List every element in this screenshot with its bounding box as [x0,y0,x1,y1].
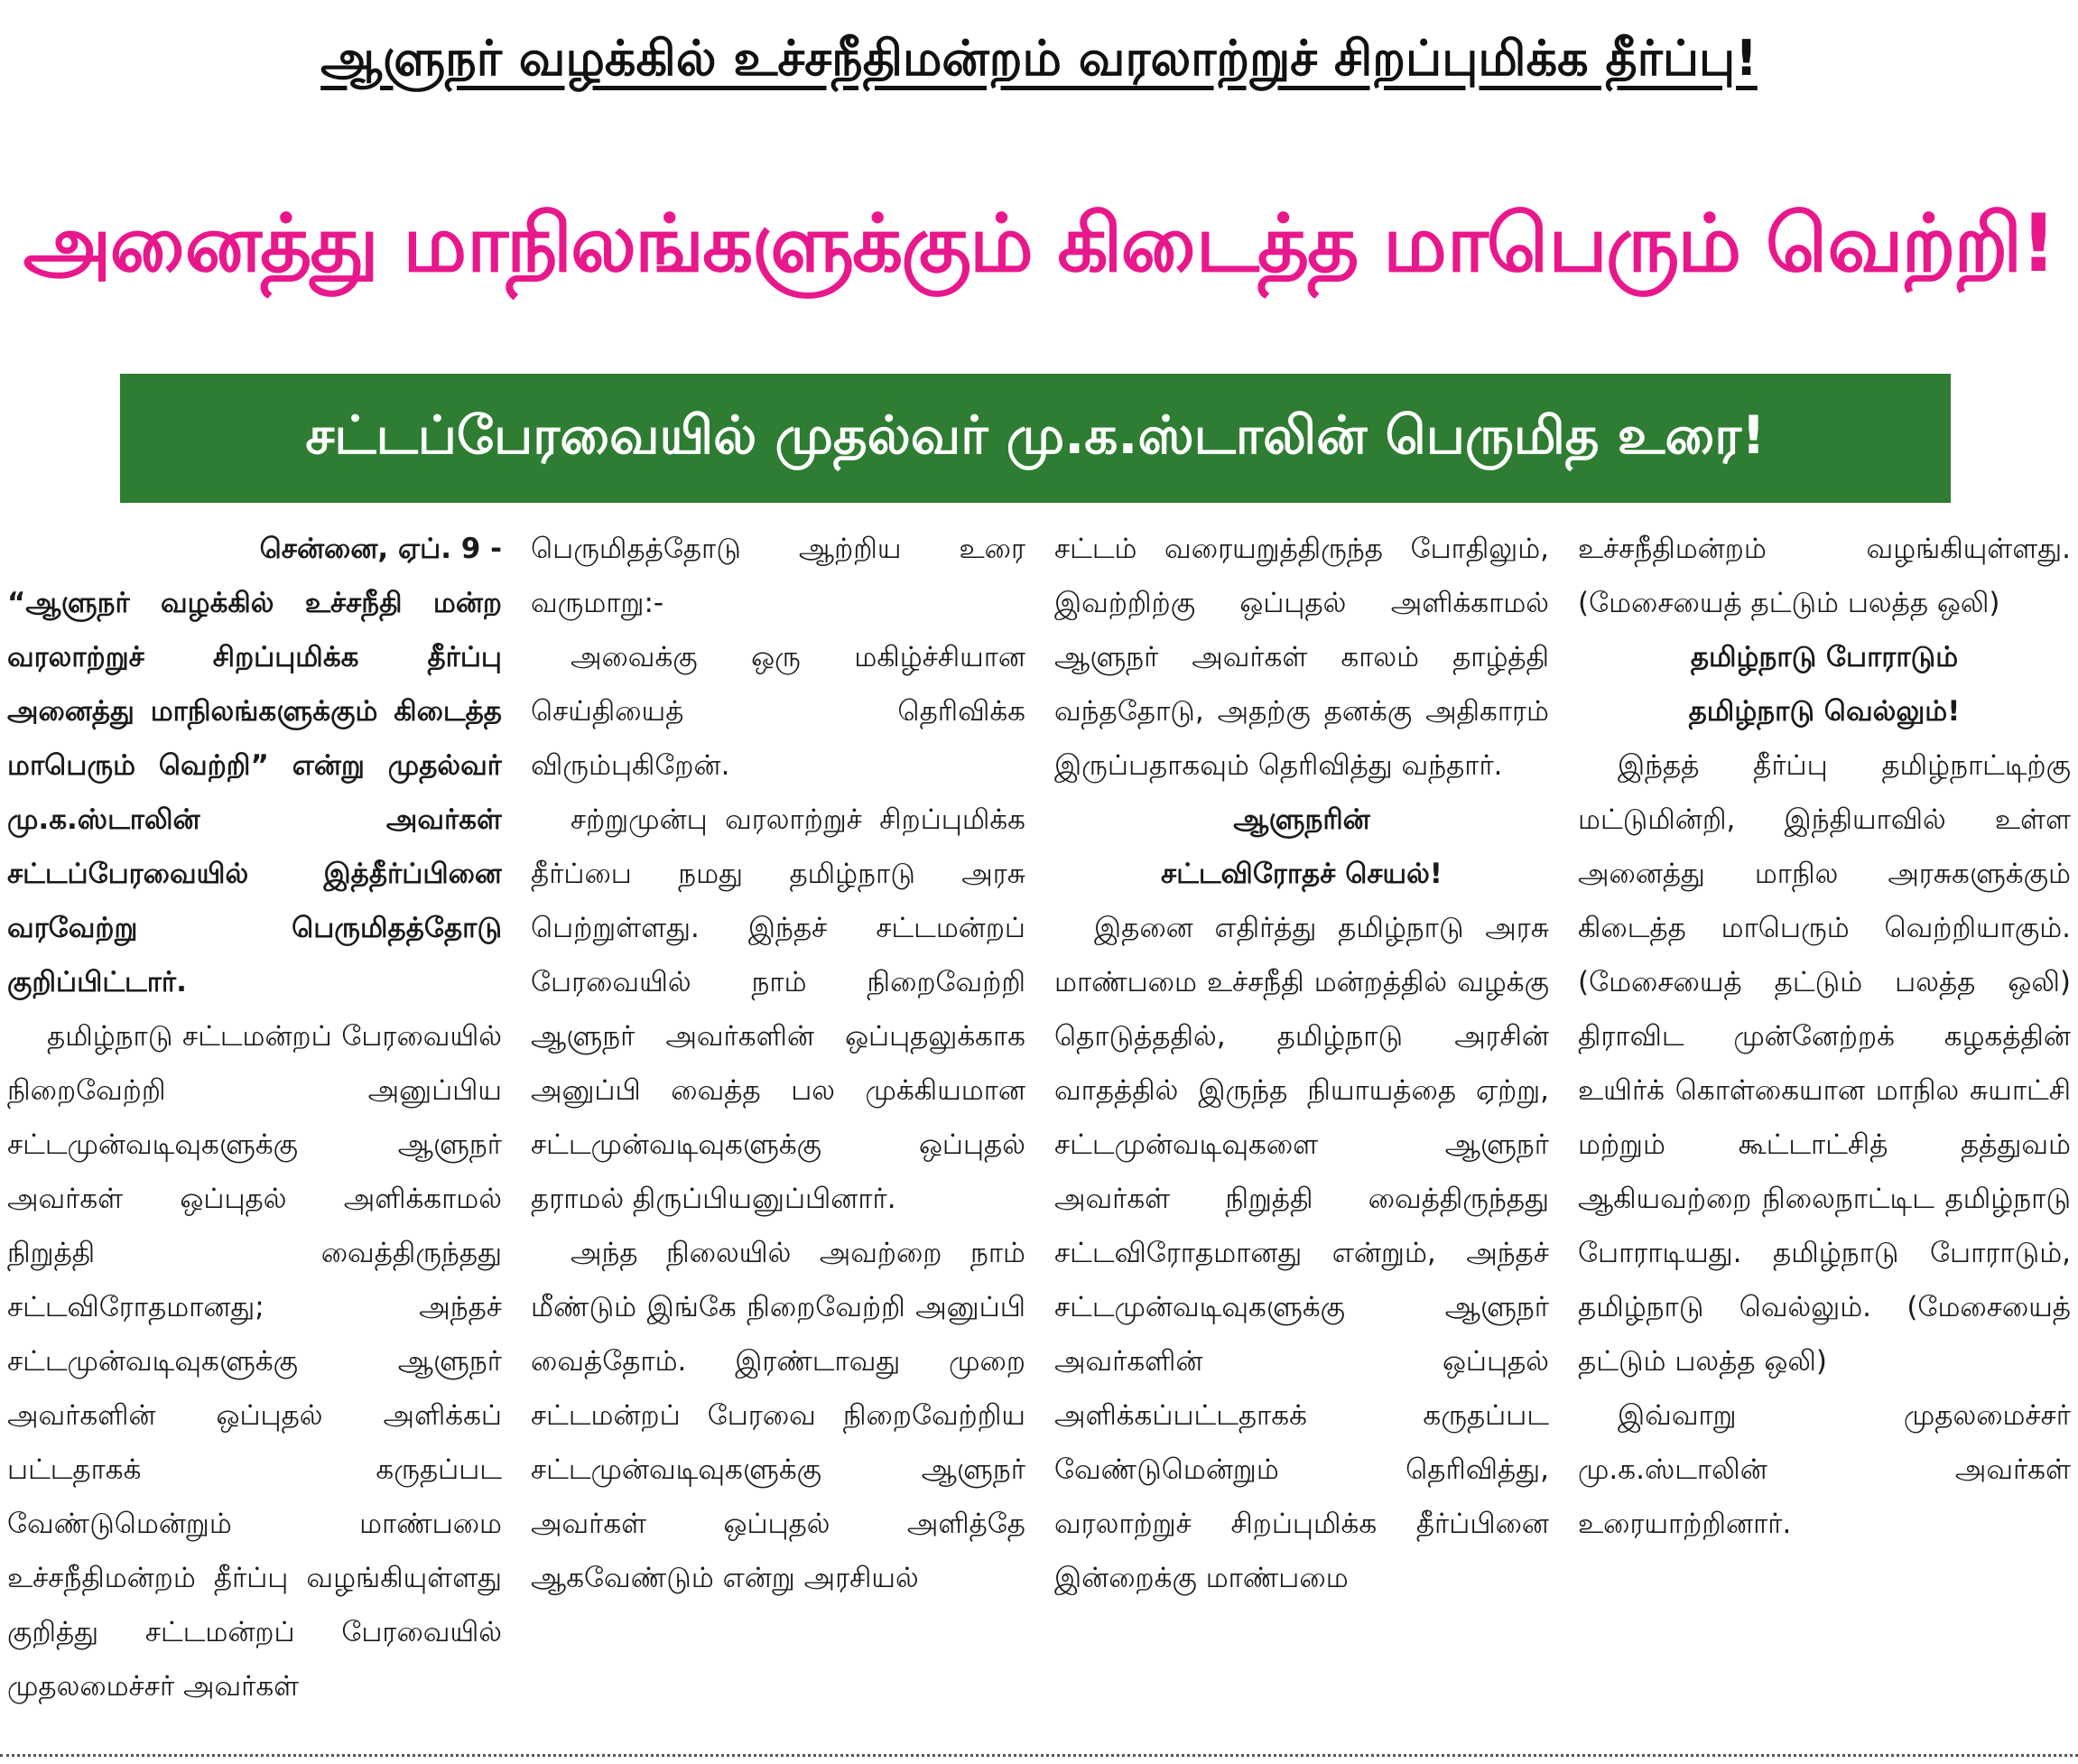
main-headline-text: அனைத்து மாநிலங்களுக்கும் கிடைத்த மாபெரும் வெற்றி! [23,196,2055,290]
kicker-headline [0,5,2078,118]
kicker-text: ஆளுநர் வழக்கில் உச்சநீதிமன்றம் வரலாற்றுச் சிறப்புமிக்க தீர்ப்பு! [320,30,1758,87]
banner-text: சட்டப்பேரவையில் முதல்வர் மு.க.ஸ்டாலின் பெருமித உரை! [305,404,1766,466]
body-paragraph: இதனை எதிர்த்து தமிழ்நாடு அரசு மாண்பமை உச்சநீதி மன்றத்தில் வழக்கு தொடுத்ததில், தமிழ்நாடு அரசின் வாதத்தில் இருந்த நியாயத்தை ஏற்று, சட்டமுன்வடிவுகளை ஆளுநர் அவர்கள் நிறுத்தி வைத்திருந்தது சட்டவிரோதமானது என்றும், அந்தச் சட்டமுன்வடிவுகளுக்கு ஆளுநர் அவர்களின் ஒப்புதல் அளிக்கப்பட்டதாகக் கருதப்பட வேண்டுமென்றும் தெரிவித்து, வரலாற்றுச் சிறப்புமிக்க தீர்ப்பினை இன்றைக்கு மாண்பமை [1054,912,1549,1594]
subheading-line: தமிழ்நாடு போராடும் [1690,641,1959,673]
main-headline [0,126,2078,370]
body-paragraph: இந்தத் தீர்ப்பு தமிழ்நாட்டிற்கு மட்டுமின்றி, இந்தியாவில் உள்ள அனைத்து மாநில அரசுகளுக்கும் கிடைத்த மாபெரும் வெற்றியாகும். (மேசையைத் தட்டும் பலத்த ஒலி) திராவிட முன்னேற்றக் கழகத்தின் உயிர்க் கொள்கையான மாநில சுயாட்சி மற்றும் கூட்டாட்சித் தத்துவம் ஆகியவற்றை நிலைநாட்டிட தமிழ்நாடு போராடியது. தமிழ்நாடு போராடும், தமிழ்நாடு வெல்லும். (மேசையைத் தட்டும் பலத்த ஒலி) [1578,749,2071,1378]
body-paragraph: உச்சநீதிமன்றம் வழங்கியுள்ளது. (மேசையைத் தட்டும் பலத்த ஒலி) [1578,533,2071,619]
body-paragraph: பெருமிதத்தோடு ஆற்றிய உரை வருமாறு:- [531,533,1025,619]
article-column-4 [1578,522,2071,1732]
article-column-3 [1054,522,1549,1732]
body-paragraph: சற்றுமுன்பு வரலாற்றுச் சிறப்புமிக்க தீர்ப்பை நமது தமிழ்நாடு அரசு பெற்றுள்ளது. இந்தச் சட்டமன்றப் பேரவையில் நாம் நிறைவேற்றி ஆளுநர் அவர்களின் ஒப்புதலுக்காக அனுப்பி வைத்த பல முக்கியமான சட்டமுன்வடிவுகளுக்கு ஒப்புதல் தராமல் திருப்பியனுப்பினார். [531,803,1025,1215]
body-paragraph: அந்த நிலையில் அவற்றை நாம் மீண்டும் இங்கே நிறைவேற்றி அனுப்பி வைத்தோம். இரண்டாவது முறை சட்டமன்றப் பேரவை நிறைவேற்றிய சட்டமுன்வடிவுகளுக்கு ஆளுநர் அவர்கள் ஒப்புதல் அளித்தே ஆகவேண்டும் என்று அரசியல் [531,1237,1025,1594]
article-column-1 [7,522,502,1732]
body-paragraph: தமிழ்நாடு சட்டமன்றப் பேரவையில் நிறைவேற்றி அனுப்பிய சட்டமுன்வடிவுகளுக்கு ஆளுநர் அவர்கள் ஒப்புதல் அளிக்காமல் நிறுத்தி வைத்திருந்தது சட்டவிரோதமானது; அந்தச் சட்டமுன்வடிவுகளுக்கு ஆளுநர் அவர்களின் ஒப்புதல் அளிக்கப் பட்டதாகக் கருதப்பட வேண்டுமென்றும் மாண்பமை உச்சநீதிமன்றம் தீர்ப்பு வழங்கியுள்ளது குறித்து சட்டமன்றப் பேரவையில் முதலமைச்சர் அவர்கள் [7,1020,502,1703]
body-paragraph: இவ்வாறு முதலமைச்சர் மு.க.ஸ்டாலின் அவர்கள் உரையாற்றினார். [1578,1399,2071,1540]
subheadline-banner [120,374,1951,503]
bottom-dotted-divider [0,1754,2078,1757]
article-column-2 [531,522,1025,1732]
body-paragraph: சட்டம் வரையறுத்திருந்த போதிலும், இவற்றிற்கு ஒப்புதல் அளிக்காமல் ஆளுநர் அவர்கள் காலம் தாழ்த்தி வந்ததோடு, அதற்கு தனக்கு அதிகாரம் இருப்பதாகவும் தெரிவித்து வந்தார். [1054,533,1549,782]
body-paragraph: அவைக்கு ஒரு மகிழ்ச்சியான செய்தியைத் தெரிவிக்க விரும்புகிறேன். [531,641,1025,782]
subheading-line: ஆளுநரின் [1233,803,1370,836]
subheading-line: தமிழ்நாடு வெல்லும்! [1688,695,1961,728]
lead-paragraph: “ஆளுநர் வழக்கில் உச்சநீதி மன்ற வரலாற்றுச் சிறப்புமிக்க தீர்ப்பு அனைத்து மாநிலங்களுக்கும் கிடைத்த மாபெரும் வெற்றி” என்று முதல்வர் மு.க.ஸ்டாலின் அவர்கள் சட்டப்பேரவையில் இத்தீர்ப்பினை வரவேற்று பெருமிதத்தோடு குறிப்பிட்டார். [7,587,502,998]
dateline: சென்னை, ஏப். 9 - [259,533,502,565]
subheading-line: சட்டவிரோதச் செயல்! [1161,858,1443,890]
